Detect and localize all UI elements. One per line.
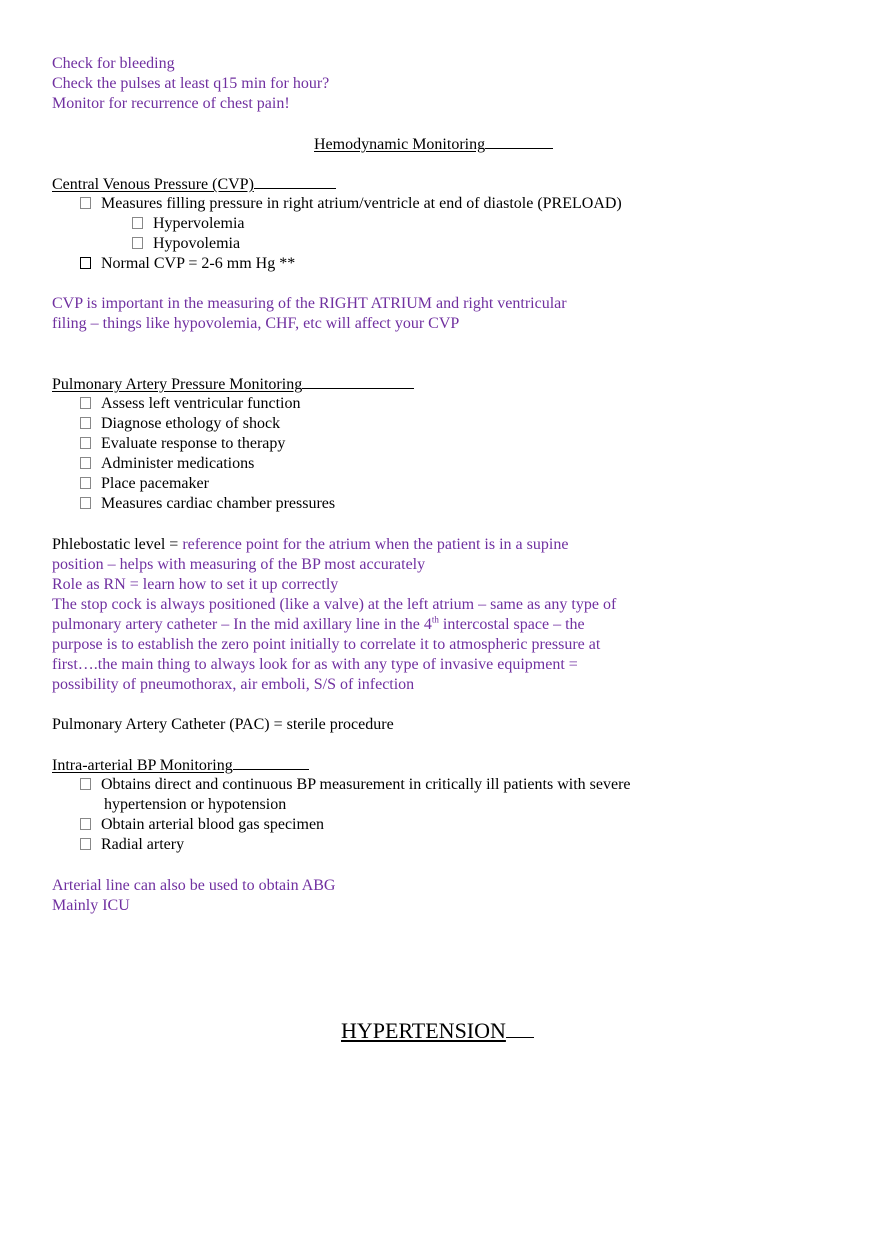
list-item: Assess left ventricular function (80, 394, 301, 414)
phlebostatic-text: purpose is to establish the zero point initially to correlate it to atmospheric pressure at (52, 636, 601, 653)
phlebostatic-text: pulmonary artery catheter – In the mid axillary line in the 4th intercostal space – the (52, 614, 585, 633)
phlebostatic-text: first….the main thing to always look for as with any type of invasive equipment = (52, 656, 578, 673)
phlebostatic-text: possibility of pneumothorax, air emboli, S/S of infection (52, 676, 415, 693)
list-item: Normal CVP = 2-6 mm Hg ** (80, 254, 295, 274)
note-chest-pain: Monitor for recurrence of chest pain! (52, 95, 290, 112)
checkbox-bullet-icon (80, 838, 91, 850)
checkbox-bullet-icon (80, 818, 91, 830)
note-check-pulses: Check the pulses at least q15 min for hour? (52, 75, 330, 92)
arterial-note: Arterial line can also be used to obtain ABG (52, 877, 336, 894)
hemodynamic-title: Hemodynamic Monitoring (314, 134, 553, 155)
checkbox-bullet-icon (80, 457, 91, 469)
checkbox-bullet-icon (80, 477, 91, 489)
list-item: Hypovolemia (132, 234, 240, 254)
list-item: Obtains direct and continuous BP measurement in critically ill patients with severe (80, 775, 631, 795)
phlebostatic-text: Role as RN = learn how to set it up correctly (52, 576, 339, 593)
phlebostatic-text: The stop cock is always positioned (like a valve) at the left atrium – same as any type of (52, 596, 617, 613)
checkbox-bullet-icon (80, 437, 91, 449)
intra-arterial-heading: Intra-arterial BP Monitoring (52, 755, 309, 776)
checkbox-bullet-icon (80, 778, 91, 790)
list-item: Measures filling pressure in right atrium/ventricle at end of diastole (PRELOAD) (80, 194, 622, 214)
pap-heading: Pulmonary Artery Pressure Monitoring (52, 374, 414, 395)
list-item: Hypervolemia (132, 214, 245, 234)
list-item: Measures cardiac chamber pressures (80, 494, 335, 514)
checkbox-bullet-icon (80, 497, 91, 509)
checkbox-bullet-icon (80, 397, 91, 409)
list-item: Radial artery (80, 835, 184, 855)
checkbox-bullet-icon (80, 197, 91, 209)
phlebostatic-text: position – helps with measuring of the BP most accurately (52, 556, 426, 573)
checkbox-bullet-icon (80, 417, 91, 429)
cvp-note: CVP is important in the measuring of the RIGHT ATRIUM and right ventricular (52, 295, 567, 312)
note-check-bleeding: Check for bleeding (52, 55, 175, 72)
checkbox-bullet-icon (132, 237, 143, 249)
checkbox-bullet-icon (80, 257, 91, 269)
list-item: Administer medications (80, 454, 254, 474)
list-item-continuation: hypertension or hypotension (104, 796, 287, 813)
pac-line: Pulmonary Artery Catheter (PAC) = sterile procedure (52, 716, 394, 733)
hypertension-title: HYPERTENSION (341, 1018, 534, 1044)
list-item: Diagnose ethology of shock (80, 414, 280, 434)
list-item: Obtain arterial blood gas specimen (80, 815, 324, 835)
cvp-heading: Central Venous Pressure (CVP) (52, 174, 336, 195)
arterial-note: Mainly ICU (52, 897, 130, 914)
checkbox-bullet-icon (132, 217, 143, 229)
list-item: Place pacemaker (80, 474, 209, 494)
phlebostatic-line: Phlebostatic level = reference point for the atrium when the patient is in a supine (52, 536, 569, 553)
list-item: Evaluate response to therapy (80, 434, 285, 454)
cvp-note: filing – things like hypovolemia, CHF, etc will affect your CVP (52, 315, 460, 332)
